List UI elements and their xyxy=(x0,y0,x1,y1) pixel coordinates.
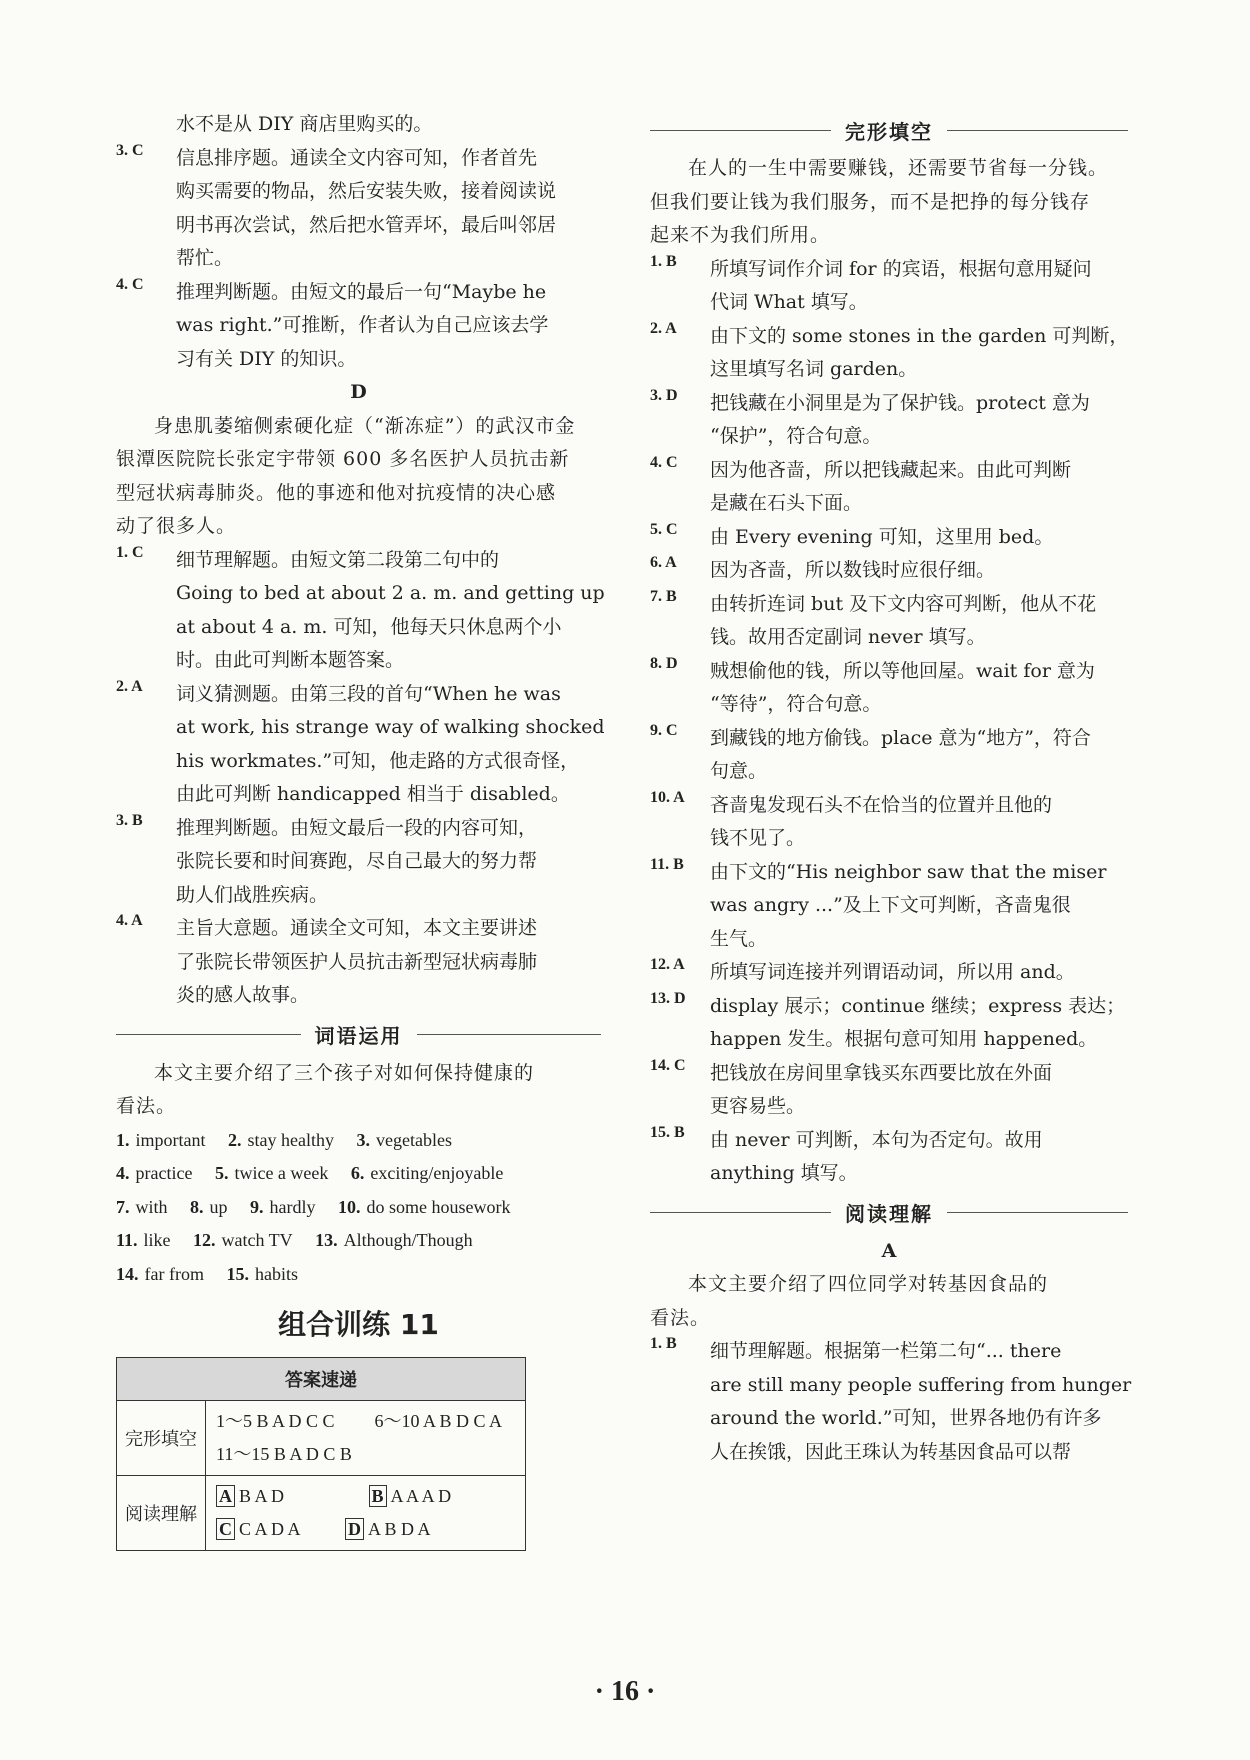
vocab-row xyxy=(116,1224,601,1258)
answer-item xyxy=(116,142,601,276)
text-line: around the world.”可知，世界各地仍有许多 xyxy=(710,1407,1102,1429)
answer-item xyxy=(650,1335,1132,1469)
text-line: at work, his strange way of walking shocked xyxy=(176,716,605,738)
answer-item xyxy=(650,588,1128,655)
text-line: Going to bed at about 2 a. m. and getting up xyxy=(176,582,605,604)
item-number: 13. D xyxy=(650,989,686,1007)
vocab-number: 6. xyxy=(350,1163,365,1183)
item-number: 4. C xyxy=(116,275,144,293)
text-line: 词义猜测题。由第三段的首句“When he was xyxy=(176,682,561,705)
text-line: 生气。 xyxy=(710,927,768,950)
answer-item xyxy=(650,655,1128,722)
left-column xyxy=(116,108,605,1551)
reading-answer-group: A B D A xyxy=(368,1519,431,1539)
table-header: 答案速递 xyxy=(117,1358,526,1401)
text-line: 更容易些。 xyxy=(710,1095,806,1117)
vocab-number: 13. xyxy=(315,1230,338,1250)
passage-tag: C xyxy=(216,1518,235,1540)
section-title: 完形填空 xyxy=(845,119,933,144)
text-line: 由 never 可判断，本句为否定句。故用 xyxy=(710,1128,1043,1151)
text-line: 由 Every evening 可知，这里用 bed。 xyxy=(710,525,1054,548)
vocab-row xyxy=(116,1258,601,1292)
answer-item xyxy=(650,1057,1128,1124)
text-line: 代词 What 填写。 xyxy=(710,291,868,313)
item-number: 10. A xyxy=(650,788,685,806)
reading-answer-group: A A A D xyxy=(390,1486,452,1506)
intro-line: 起来不为我们所用。 xyxy=(650,224,831,246)
section-title: 词语运用 xyxy=(314,1024,403,1048)
intro-line: 本文主要介绍了三个孩子对如何保持健康的 xyxy=(154,1061,535,1084)
text-line: was right.”可推断，作者认为自己应该去学 xyxy=(176,314,549,336)
text-line: 推理判断题。由短文的最后一句“Maybe he xyxy=(176,280,547,303)
vocab-number: 12. xyxy=(193,1230,216,1250)
page-number: · 16 · xyxy=(594,1676,656,1707)
answer-item xyxy=(650,789,1128,856)
item-number: 5. C xyxy=(650,520,678,538)
item-number: 8. D xyxy=(650,654,678,672)
item-number: 3. D xyxy=(650,386,678,404)
text-line: 购买需要的物品，然后安装失败，接着阅读说 xyxy=(176,180,557,202)
item-number: 1. B xyxy=(650,1335,677,1352)
vocab-number: 10. xyxy=(338,1196,361,1217)
text-line: 因为他吝啬，所以把钱藏起来。由此可判断 xyxy=(710,458,1072,481)
cloze-answer-group: 6～10 A B D C A xyxy=(374,1411,503,1431)
vocab-word: exciting/enjoyable xyxy=(370,1163,504,1183)
text-line: was angry ...”及上下文可判断，吝啬鬼很 xyxy=(710,894,1071,916)
vocab-word: Although/Though xyxy=(343,1230,473,1250)
answer-item xyxy=(116,276,601,377)
vocab-row xyxy=(116,1124,601,1158)
item-number: 7. B xyxy=(650,587,677,605)
item-number: 15. B xyxy=(650,1123,685,1141)
intro-line: 但我们要让钱为我们服务，而不是把挣的每分钱存 xyxy=(650,190,1091,213)
vocab-number: 3. xyxy=(356,1129,370,1150)
cloze-answers xyxy=(206,1401,526,1476)
text-line: 由转折连词 but 及下文内容可判断，他从不花 xyxy=(710,592,1097,615)
intro-line: 动了很多人。 xyxy=(116,515,237,537)
vocab-word: hardly xyxy=(269,1196,316,1217)
item-number: 9. C xyxy=(650,721,678,739)
item-number: 1. C xyxy=(116,543,144,561)
text-line: 因为吝啬，所以数钱时应很仔细。 xyxy=(710,559,996,581)
divider xyxy=(116,1034,301,1035)
item-number: 3. C xyxy=(116,141,144,159)
text-line: 人在挨饿，因此王珠认为转基因食品可以帮 xyxy=(710,1440,1072,1463)
answer-item xyxy=(650,454,1128,521)
divider xyxy=(417,1034,602,1035)
reading-answers xyxy=(206,1476,526,1551)
passage-tag: B xyxy=(369,1485,387,1507)
cloze-intro xyxy=(650,152,1128,253)
item-number: 12. A xyxy=(650,956,685,973)
unit-title: 组合训练 11 xyxy=(278,1308,439,1341)
answer-item xyxy=(650,1124,1128,1191)
vocab-number: 1. xyxy=(116,1129,130,1150)
text-line: 细节理解题。由短文第二段第二句中的 xyxy=(176,548,500,571)
text-line: 助人们战胜疾病。 xyxy=(176,883,329,906)
text-line: 明书再次尝试，然后把水管弄坏，最后叫邻居 xyxy=(176,213,557,236)
answer-item xyxy=(650,722,1128,789)
text-line: 把钱放在房间里拿钱买东西要比放在外面 xyxy=(710,1061,1053,1084)
item-number: 14. C xyxy=(650,1056,686,1074)
item-number: 1. B xyxy=(650,252,677,270)
intro-line: 看法。 xyxy=(116,1095,177,1117)
text-line: 张院长要和时间赛跑，尽自己最大的努力帮 xyxy=(176,850,538,872)
divider xyxy=(650,130,831,131)
vocab-number: 8. xyxy=(190,1196,204,1217)
answer-item xyxy=(650,320,1128,387)
vocab-word: habits xyxy=(254,1263,298,1284)
vocab-word: important xyxy=(135,1129,206,1150)
text-line: at about 4 a. m. 可知，他每天只休息两个小 xyxy=(176,615,562,638)
vocab-answers xyxy=(116,1124,601,1292)
vocab-number: 15. xyxy=(226,1263,249,1284)
section-heading-cloze xyxy=(650,110,1128,150)
section-heading-vocab xyxy=(116,1015,601,1055)
answer-item xyxy=(650,956,1128,990)
vocab-word: up xyxy=(209,1196,228,1217)
cloze-answer-group: 11～15 B A D C B xyxy=(216,1444,352,1464)
passage-tag: A xyxy=(216,1485,235,1507)
text-line: 钱。故用否定副词 never 填写。 xyxy=(710,626,986,648)
right-column xyxy=(650,108,1132,1469)
vocab-row xyxy=(116,1191,601,1225)
text-line: 细节理解题。根据第一栏第二句“... there xyxy=(710,1340,1062,1362)
answer-item xyxy=(650,253,1128,320)
vocab-word: stay healthy xyxy=(247,1129,334,1150)
items-c xyxy=(116,142,601,377)
item-number: 4. C xyxy=(650,453,678,471)
vocab-number: 14. xyxy=(116,1263,139,1284)
text-line: 炎的感人故事。 xyxy=(176,984,310,1006)
reading-answer-group: B A D xyxy=(239,1486,285,1506)
divider xyxy=(947,1212,1128,1213)
text-line: happen 发生。根据句意可知用 happened。 xyxy=(710,1028,1098,1050)
text-line: 信息排序题。通读全文内容可知，作者首先 xyxy=(176,146,538,169)
text-line: “保护”，符合句意。 xyxy=(710,425,882,447)
vocab-number: 9. xyxy=(250,1196,264,1217)
text-line: 所填写词作介词 for 的宾语，根据句意用疑问 xyxy=(710,257,1092,280)
text-line: 时。由此可判断本题答案。 xyxy=(176,649,405,671)
vocab-word: practice xyxy=(135,1163,193,1183)
text-line: 句意。 xyxy=(710,760,768,782)
text-line: 是藏在石头下面。 xyxy=(710,492,863,514)
answer-item xyxy=(650,856,1128,957)
divider xyxy=(650,1212,831,1213)
vocab-number: 2. xyxy=(228,1129,242,1150)
vocab-word: twice a week xyxy=(234,1163,329,1183)
text-line: 了张院长带领医护人员抗击新型冠状病毒肺 xyxy=(176,950,538,973)
answer-item xyxy=(116,912,601,1013)
item-number: 2. A xyxy=(116,677,143,695)
answer-item xyxy=(650,521,1128,555)
section-heading-reading xyxy=(650,1193,1128,1233)
item-number: 6. A xyxy=(650,554,677,571)
item-number: 3. B xyxy=(116,811,143,829)
item-number: 11. B xyxy=(650,855,684,873)
text-line: 习有关 DIY 的知识。 xyxy=(176,347,357,370)
text-line: 帮忙。 xyxy=(176,247,234,269)
reading-label: 阅读理解 xyxy=(117,1476,206,1551)
text-line: his workmates.”可知，他走路的方式很奇怪， xyxy=(176,749,580,772)
text-line: “等待”，符合句意。 xyxy=(710,693,882,715)
intro-line: 本文主要介绍了四位同学对转基因食品的 xyxy=(688,1273,1049,1295)
passage-letter-d: D xyxy=(350,381,367,403)
item-number: 2. A xyxy=(650,319,677,337)
vocab-word: vegetables xyxy=(375,1129,452,1150)
vocab-word: far from xyxy=(144,1263,204,1284)
vocab-word: do some housework xyxy=(366,1196,511,1217)
text-line: 由下文的 some stones in the garden 可判断， xyxy=(710,324,1129,347)
answer-item xyxy=(116,677,605,812)
cloze-label: 完形填空 xyxy=(117,1401,206,1476)
answer-item xyxy=(116,108,601,142)
text-line: 主旨大意题。通读全文可知，本文主要讲述 xyxy=(176,917,538,939)
text-line: 到藏钱的地方偷钱。place 意为“地方”，符合 xyxy=(710,726,1091,749)
intro-line: 银潭医院院长张定宇带领 600 多名医护人员抗击新 xyxy=(116,448,570,470)
text-line: 水不是从 DIY 商店里购买的。 xyxy=(176,113,433,135)
reading-intro xyxy=(650,1268,1128,1335)
passage-letter-a: A xyxy=(881,1239,897,1262)
text-line: 由此可判断 handicapped 相当于 disabled。 xyxy=(176,783,570,805)
text-line: anything 填写。 xyxy=(710,1162,858,1184)
answer-item xyxy=(116,543,605,678)
answer-item xyxy=(116,812,601,913)
vocab-word: with xyxy=(135,1196,168,1217)
vocab-intro xyxy=(116,1057,601,1124)
vocab-word: like xyxy=(143,1230,171,1250)
text-line: 吝啬鬼发现石头不在恰当的位置并且他的 xyxy=(710,793,1053,816)
section-title: 阅读理解 xyxy=(845,1202,933,1226)
divider xyxy=(947,130,1128,131)
answer-table xyxy=(116,1357,526,1551)
answer-item xyxy=(650,554,1128,588)
text-line: 推理判断题。由短文最后一段的内容可知， xyxy=(176,816,538,839)
vocab-row xyxy=(116,1157,601,1191)
text-line: 钱不见了。 xyxy=(710,827,806,849)
intro-line: 看法。 xyxy=(650,1306,711,1329)
intro-line: 身患肌萎缩侧索硬化症（“渐冻症”）的武汉市金 xyxy=(154,414,576,437)
text-line: 这里填写名词 garden。 xyxy=(710,358,918,380)
text-line: 把钱藏在小洞里是为了保护钱。protect 意为 xyxy=(710,391,1090,414)
cloze-answer-group: 1～5 B A D C C xyxy=(216,1411,335,1431)
cloze-items xyxy=(650,253,1128,1191)
text-line: are still many people suffering from hunger xyxy=(710,1373,1132,1396)
passage-tag: D xyxy=(345,1518,364,1540)
answer-item xyxy=(650,990,1128,1057)
passage-intro xyxy=(116,410,601,544)
intro-line: 在人的一生中需要赚钱，还需要节省每一分钱。 xyxy=(688,157,1109,179)
vocab-number: 7. xyxy=(116,1196,130,1217)
reading-answer-group: C A D A xyxy=(239,1519,301,1539)
item-number: 4. A xyxy=(116,912,143,929)
vocab-number: 11. xyxy=(116,1230,138,1250)
vocab-number: 5. xyxy=(214,1163,229,1183)
vocab-word: watch TV xyxy=(221,1230,293,1250)
text-line: 所填写词连接并列谓语动词，所以用 and。 xyxy=(710,961,1075,983)
text-line: 由下文的“His neighbor saw that the miser xyxy=(710,860,1107,883)
text-line: 贼想偷他的钱，所以等他回屋。wait for 意为 xyxy=(710,659,1095,682)
text-line: display 展示；continue 继续；express 表达； xyxy=(710,994,1126,1017)
answer-item xyxy=(650,387,1128,454)
vocab-number: 4. xyxy=(116,1163,130,1183)
intro-line: 型冠状病毒肺炎。他的事迹和他对抗疫情的决心感 xyxy=(116,481,557,504)
